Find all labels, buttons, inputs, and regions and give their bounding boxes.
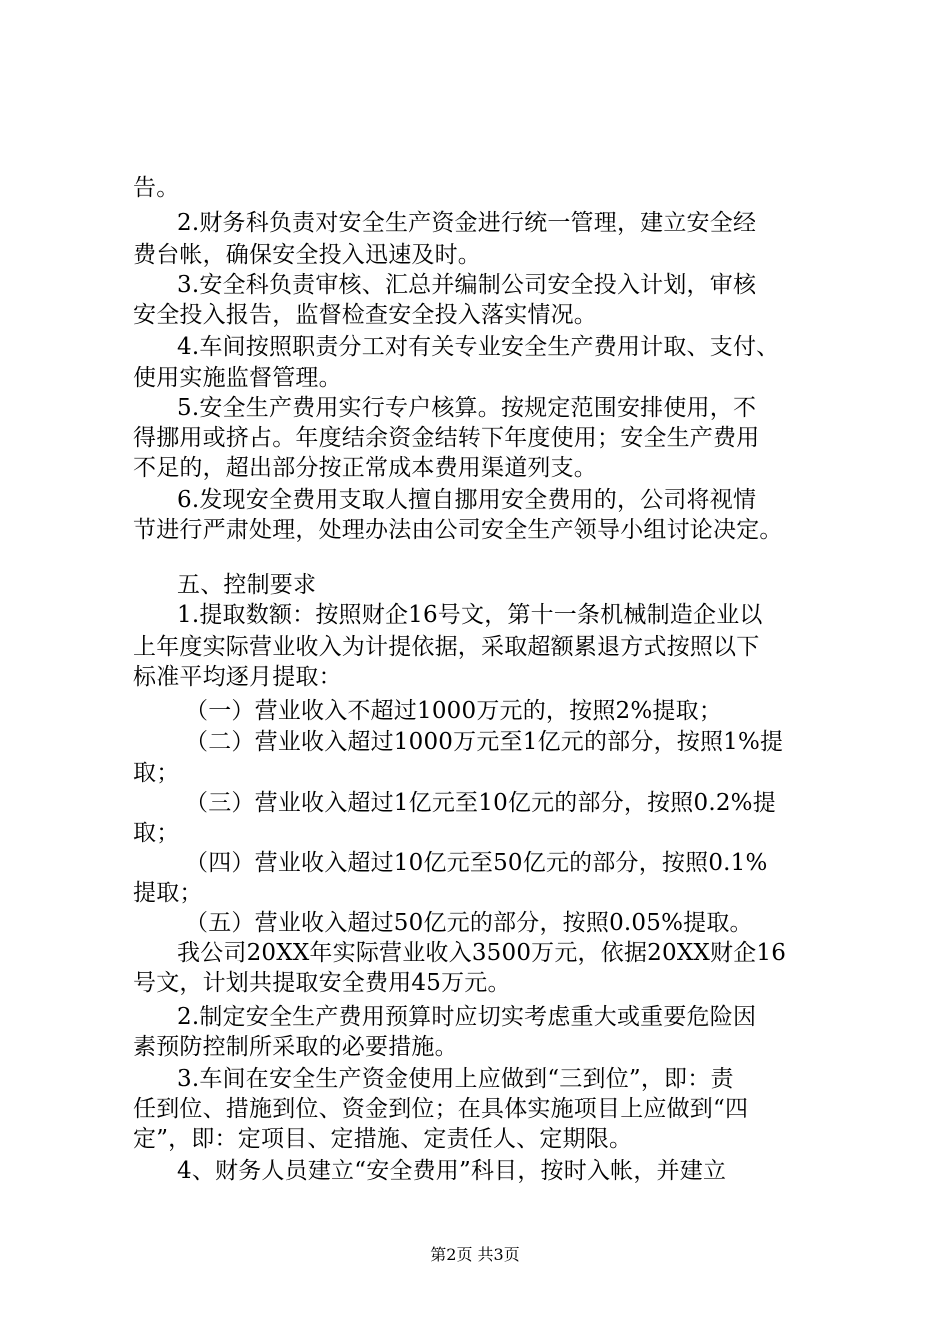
text-line: 节进行严肃处理，处理办法由公司安全生产领导小组讨论决定。 [133, 517, 783, 543]
text-line: 2.制定安全生产费用预算时应切实考虑重大或重要危险因 [177, 1004, 757, 1030]
text-line: 得挪用或挤占。年度结余资金结转下年度使用；安全生产费用 [133, 425, 760, 451]
text-line: 号文，计划共提取安全费用45万元。 [133, 970, 511, 996]
text-line: 上年度实际营业收入为计提依据，采取超额累退方式按照以下 [133, 634, 760, 660]
page-footer: 第2页 共3页 [430, 1245, 520, 1264]
text-line: （四）营业收入超过10亿元至50亿元的部分，按照0.1% [185, 850, 768, 876]
text-line: （二）营业收入超过1000万元至1亿元的部分，按照1%提 [185, 729, 784, 755]
text-line: 标准平均逐月提取： [133, 664, 342, 690]
text-line: 3.车间在安全生产资金使用上应做到“三到位”，即：责 [177, 1066, 734, 1092]
text-line: 我公司20XX年实际营业收入3500万元，依据20XX财企16 [177, 940, 787, 966]
text-line: 提取； [133, 880, 203, 906]
text-line: 费台帐，确保安全投入迅速及时。 [133, 242, 481, 268]
text-line: 6.发现安全费用支取人擅自挪用安全费用的，公司将视情 [177, 487, 757, 513]
text-line: 不足的，超出部分按正常成本费用渠道列支。 [133, 455, 597, 481]
text-line: （五）营业收入超过50亿元的部分，按照0.05%提取。 [185, 910, 753, 936]
text-line: 3.安全科负责审核、汇总并编制公司安全投入计划，审核 [177, 272, 757, 298]
text-line: 4、财务人员建立“安全费用”科目，按时入帐，并建立 [177, 1158, 727, 1184]
text-line: 1.提取数额：按照财企16号文，第十一条机械制造企业以 [177, 602, 763, 628]
text-line: 使用实施监督管理。 [133, 365, 342, 391]
section-heading: 五、控制要求 [177, 572, 317, 598]
text-line: （一）营业收入不超过1000万元的，按照2%提取； [185, 698, 723, 724]
text-line: 取； [133, 820, 180, 846]
text-line: 安全投入报告，监督检查安全投入落实情况。 [133, 302, 597, 328]
text-line: 定”，即：定项目、定措施、定责任人、定期限。 [133, 1126, 633, 1152]
text-line: 2.财务科负责对安全生产资金进行统一管理，建立安全经 [177, 210, 757, 236]
text-line: 5.安全生产费用实行专户核算。按规定范围安排使用，不 [177, 395, 757, 421]
text-line: 4.车间按照职责分工对有关专业安全生产费用计取、支付、 [177, 334, 780, 360]
text-line: （三）营业收入超过1亿元至10亿元的部分，按照0.2%提 [185, 790, 776, 816]
text-line: 告。 [133, 175, 180, 201]
text-line: 任到位、措施到位、资金到位；在具体实施项目上应做到“四 [133, 1096, 749, 1122]
text-line: 素预防控制所采取的必要措施。 [133, 1034, 458, 1060]
text-line: 取； [133, 760, 180, 786]
